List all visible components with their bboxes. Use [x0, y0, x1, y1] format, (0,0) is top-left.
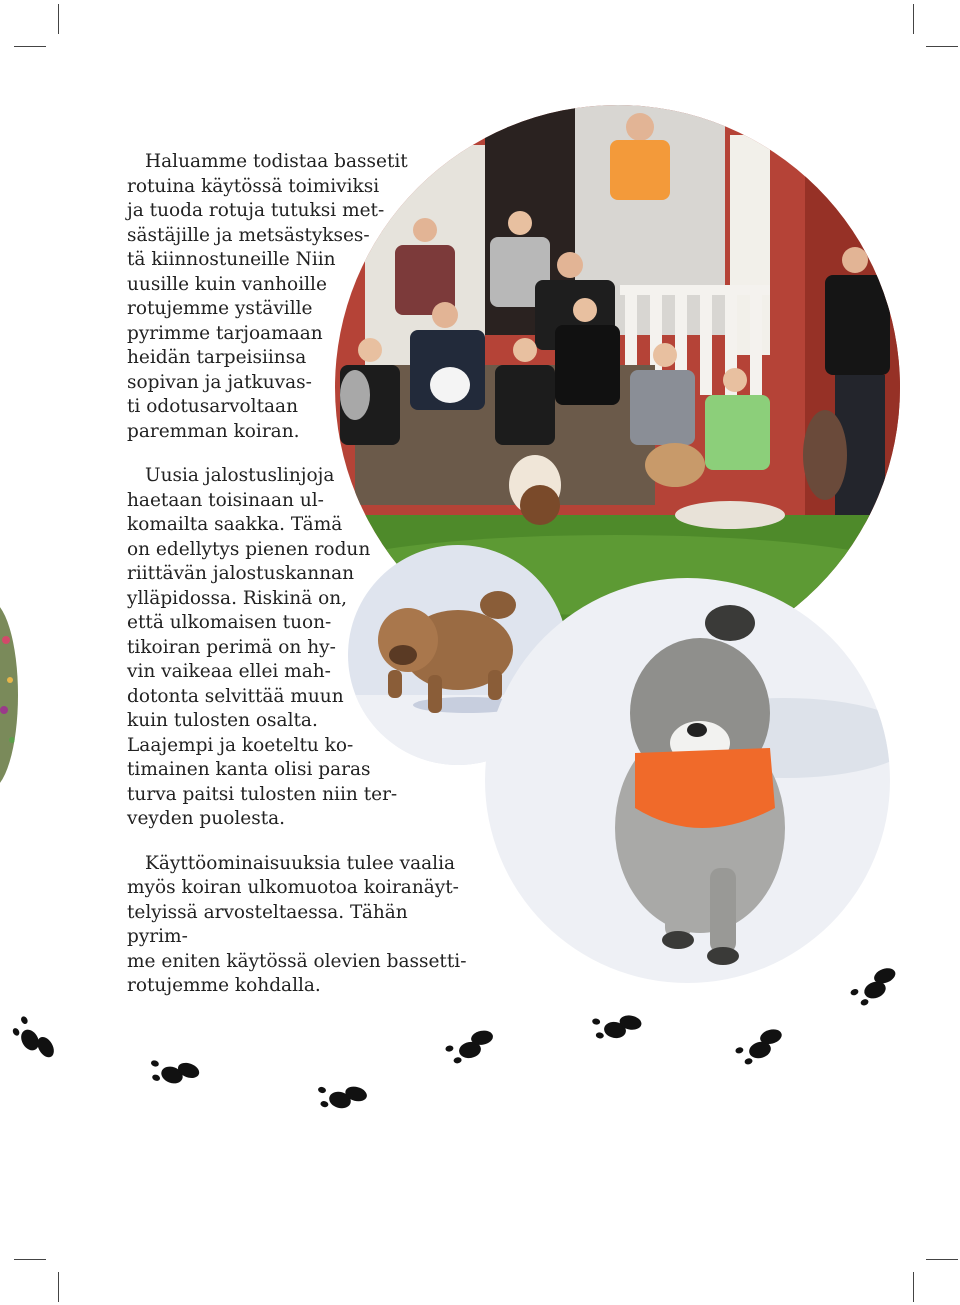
paw-print-icon	[146, 1051, 202, 1094]
paragraph-3: Käyttöominaisuuksia tulee vaalia myös koiran ulkomuotoa koiranäyt- telyissä arvosteltaessa. Tähän pyrim- me eniten käytössä olevien bassetti- rotujemme kohdalla.	[127, 852, 467, 996]
crop-mark-tl-h	[14, 46, 46, 47]
paw-print-icon	[8, 1011, 57, 1067]
crop-mark-bl-v	[58, 1272, 59, 1302]
paw-print-icon	[589, 1009, 642, 1045]
adjacent-page-photo-edge	[0, 600, 18, 790]
paw-print-icon	[314, 1077, 369, 1117]
crop-mark-bl-h	[14, 1259, 46, 1260]
article-text	[127, 150, 467, 999]
crop-mark-tr-v	[913, 4, 914, 34]
paragraph-2: Uusia jalostuslinjoja haetaan toisinaan ul- komailta saakka. Tämä on edellytys pienen rodun riittävän jalostuskannan ylläpidossa. Riskinä on, että ulkomaisen tuon- tikoiran perimä on hy- vin vaikeaa ellei mah- dotonta selvittää muun kuin tulosten osalta. Laajempi ja koeteltu ko- timainen kanta olisi paras turva paitsi tulosten niin ter- veyden puolesta.	[127, 465, 398, 829]
paw-print-icon	[847, 965, 903, 1008]
crop-mark-tl-v	[58, 4, 59, 34]
crop-mark-br-h	[926, 1259, 958, 1260]
paw-print-trail	[0, 960, 960, 1140]
paw-print-icon	[732, 1027, 787, 1067]
grey-dog-orange-vest-photo	[485, 578, 890, 983]
paw-print-icon	[443, 1029, 496, 1065]
paragraph-1: Haluamme todistaa bassetit rotuina käytössä toimiviksi ja tuoda rotuja tutuksi met- sästäjille ja metsästykses- tä kiinnostuneille Niin uusille kuin vanhoille rotujemme ystäville pyrimme tarjoamaan heidän tarpeisiinsa sopivan ja jatkuvas- ti odotusarvoltaan paremman koiran.	[127, 151, 408, 442]
crop-mark-br-v	[913, 1272, 914, 1302]
crop-mark-tr-h	[926, 46, 958, 47]
